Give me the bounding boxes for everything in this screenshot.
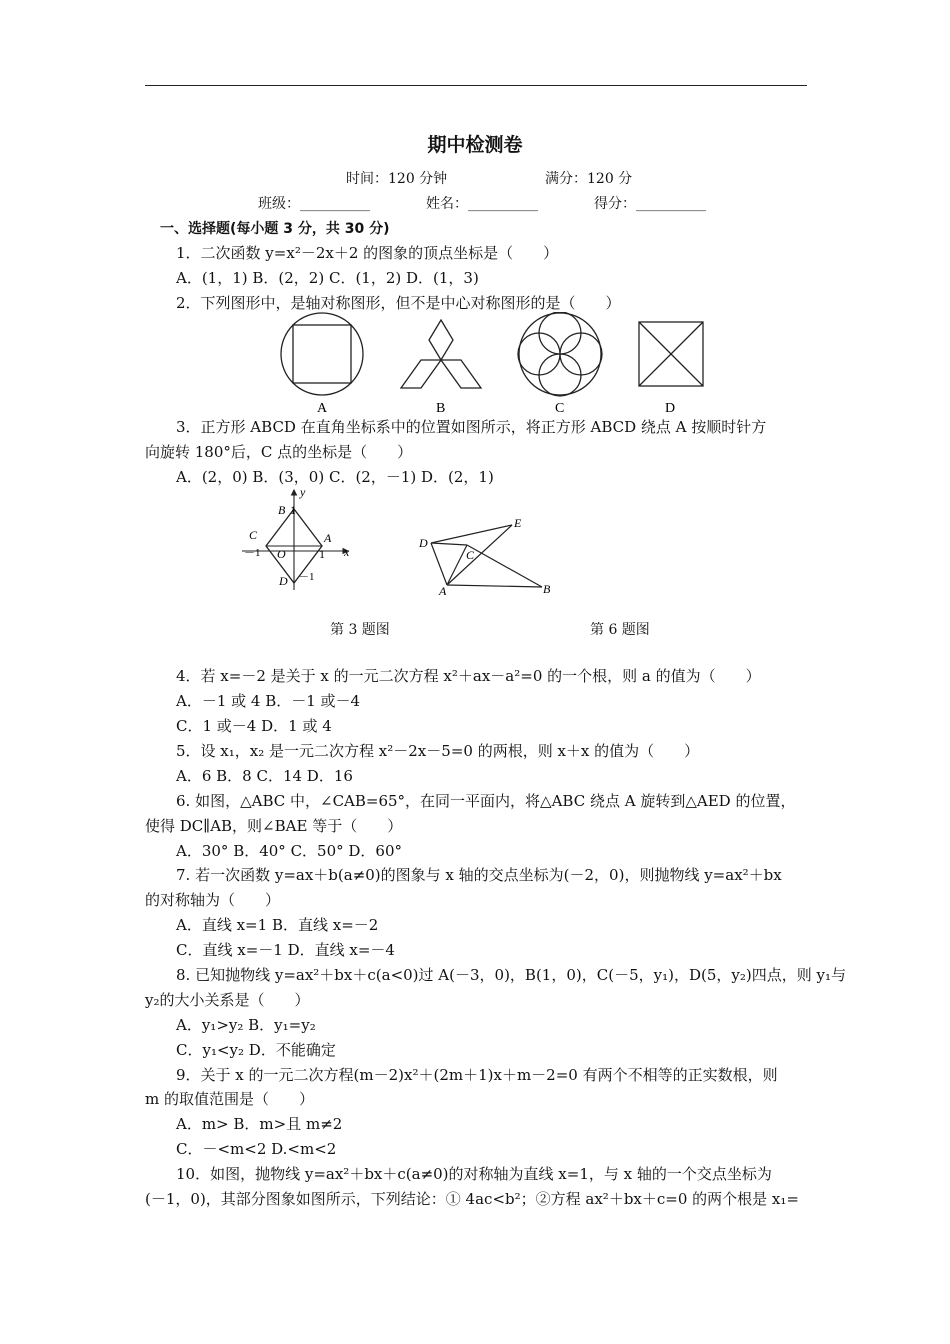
svg-text:－1: －1 xyxy=(244,547,261,559)
question-8-line-1: 8. 已知抛物线 y=ax²＋bx＋c(a<0)过 A(－3，0)，B(1，0)，C(－5，y₁)，D(5，y₂)四点，则 y₁与 xyxy=(176,966,846,984)
svg-text:x: x xyxy=(344,545,350,559)
header-rule xyxy=(145,85,807,86)
question-7-options-ab: A．直线 x=1 B．直线 x=－2 xyxy=(176,916,379,934)
question-5-options: A．6 B．8 C．14 D．16 xyxy=(176,767,353,785)
svg-text:C: C xyxy=(466,548,475,562)
question-4-options-cd: C．1 或－4 D．1 或 4 xyxy=(176,717,332,735)
question-8-options-ab: A．y₁>y₂ B．y₁=y₂ xyxy=(176,1016,316,1034)
svg-text:B: B xyxy=(543,582,551,596)
figure-label-a: A xyxy=(317,401,328,416)
score-field[interactable]: 得分：__________ xyxy=(594,196,706,212)
svg-text:1: 1 xyxy=(290,503,296,517)
question-7-line-1: 7. 若一次函数 y=ax＋b(a≠0)的图象与 x 轴的交点坐标为(－2，0)，则抛物线 y=ax²＋bx xyxy=(176,866,782,884)
question-3-figure xyxy=(240,484,365,596)
svg-text:E: E xyxy=(514,516,522,530)
svg-text:A: A xyxy=(324,531,332,545)
question-3-options: A．(2，0) B．(3，0) C．(2，－1) D．(2，1) xyxy=(176,468,494,486)
question-9-options-ab: A．m> B．m>且 m≠2 xyxy=(176,1115,343,1133)
figure-label-d: D xyxy=(665,401,676,416)
question-5: 5．设 x₁，x₂ 是一元二次方程 x²－2x－5=0 的两根，则 x＋x 的值为（ ） xyxy=(176,742,700,760)
question-2: 2．下列图形中，是轴对称图形，但不是中心对称图形的是（ ） xyxy=(176,294,621,312)
question-9-line-2: m 的取值范围是（ ） xyxy=(145,1090,314,1108)
question-9-line-1: 9．关于 x 的一元二次方程(m－2)x²＋(2m＋1)x＋m－2=0 有两个不相等的正实数根，则 xyxy=(176,1066,778,1084)
question-2-figures xyxy=(270,312,720,417)
question-10-line-1: 10．如图，抛物线 y=ax²＋bx＋c(a≠0)的对称轴为直线 x=1，与 x 轴的一个交点坐标为 xyxy=(176,1165,772,1183)
figure-option-d xyxy=(639,322,703,386)
figure-label-c: C xyxy=(555,401,565,416)
question-6-line-2: 使得 DC∥AB，则∠BAE 等于（ ） xyxy=(145,817,403,835)
svg-text:D: D xyxy=(419,536,428,550)
question-6-options: A．30° B．40° C．50° D．60° xyxy=(176,842,403,860)
time-info: 时间：120 分钟 xyxy=(346,171,448,187)
question-7-line-2: 的对称轴为（ ） xyxy=(145,891,281,909)
figure-6-caption: 第 6 题图 xyxy=(590,622,650,638)
svg-text:D: D xyxy=(279,574,288,588)
svg-text:1: 1 xyxy=(319,547,325,561)
question-9-options-cd: C．－<m<2 D.<m<2 xyxy=(176,1140,337,1158)
question-3-line-1: 3．正方形 ABCD 在直角坐标系中的位置如图所示，将正方形 ABCD 绕点 A 按顺时针方 xyxy=(176,418,767,436)
page-title: 期中检测卷 xyxy=(427,134,523,156)
question-6-figure xyxy=(412,515,562,600)
svg-text:B: B xyxy=(278,503,286,517)
figure-option-b xyxy=(401,320,481,388)
section-heading: 一、选择题(每小题 3 分，共 30 分) xyxy=(160,221,390,237)
question-10-line-2: (－1，0)，其部分图象如图所示，下列结论：① 4ac<b²；②方程 ax²＋bx＋c=0 的两个根是 x₁= xyxy=(145,1190,799,1208)
svg-text:O: O xyxy=(277,547,286,561)
question-1-options: A．(1，1) B．(2，2) C．(1，2) D．(1，3) xyxy=(176,269,479,287)
svg-text:－1: －1 xyxy=(298,571,315,583)
svg-text:y: y xyxy=(300,485,306,499)
class-field[interactable]: 班级：__________ xyxy=(258,196,370,212)
figure-3-caption: 第 3 题图 xyxy=(330,622,390,638)
figure-label-b: B xyxy=(436,401,446,416)
name-field[interactable]: 姓名：__________ xyxy=(426,196,538,212)
question-8-line-2: y₂的大小关系是（ ） xyxy=(145,991,310,1009)
question-7-options-cd: C．直线 x=－1 D．直线 x=－4 xyxy=(176,941,395,959)
question-1: 1．二次函数 y=x²－2x＋2 的图象的顶点坐标是（ ） xyxy=(176,244,559,262)
question-4: 4．若 x=－2 是关于 x 的一元二次方程 x²＋ax－a²=0 的一个根，则 a 的值为（ ） xyxy=(176,667,761,685)
full-score-info: 满分：120 分 xyxy=(545,171,633,187)
question-8-options-cd: C．y₁<y₂ D．不能确定 xyxy=(176,1041,336,1059)
question-6-line-1: 6. 如图，△ABC 中，∠CAB=65°，在同一平面内，将△ABC 绕点 A 旋转到△AED 的位置， xyxy=(176,792,796,810)
svg-text:A: A xyxy=(439,584,447,598)
figure-option-a xyxy=(281,313,363,395)
question-4-options-ab: A．－1 或 4 B．－1 或－4 xyxy=(176,692,361,710)
question-3-line-2: 向旋转 180°后，C 点的坐标是（ ） xyxy=(145,443,413,461)
svg-text:C: C xyxy=(249,528,258,542)
figure-option-c xyxy=(518,312,602,396)
